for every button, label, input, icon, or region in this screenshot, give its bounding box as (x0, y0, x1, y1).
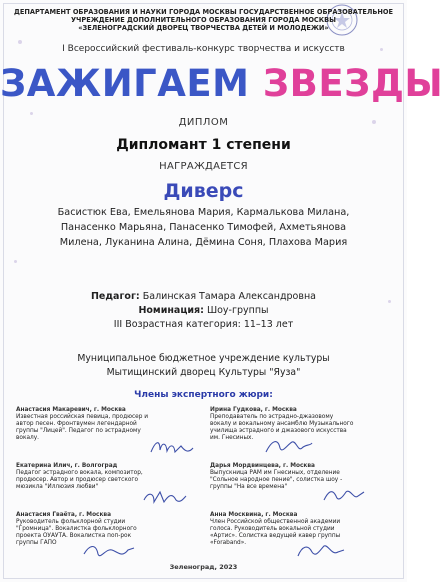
teacher-line (0, 290, 407, 304)
nomination-label: Номинация: (138, 305, 204, 316)
jury-title: Члены экспертного жюри: (134, 390, 273, 400)
jury-member-desc: «Foraband». (210, 540, 247, 546)
members-line: Басистюк Ева, Емельянова Мария, Кармалькова Милана, (57, 207, 350, 218)
jury-member-name: Ирина Гудкова, г. Москва (210, 407, 297, 413)
jury-member-desc: Известная российская певица, продюсер и (16, 414, 149, 420)
jury-member-desc: вокалу и вокальному ансамблю Музыкального (210, 421, 354, 427)
jury-member-desc: продюсер. Автор и продюсер светского (16, 477, 139, 483)
jury-member (210, 463, 400, 491)
jury-member-name: Анастасия Макаревич, г. Москва (16, 407, 126, 413)
jury-member-desc: "Сольное народное пение", солистка шоу - (210, 477, 343, 483)
signature-image (294, 540, 346, 562)
jury-member-desc: группы ГАПО (16, 540, 57, 546)
teacher-value: Балинская Тамара Александровна (139, 291, 316, 302)
decor-sparkle (30, 112, 33, 115)
nomination-value: Шоу-группы (203, 305, 269, 316)
jury-member-desc: группы "На все времена" (210, 484, 288, 490)
diploma-degree: Дипломант 1 степени (116, 137, 291, 153)
teacher-label: Педагог: (90, 291, 140, 302)
organization-line: Муниципальное бюджетное учреждение культуры (77, 353, 330, 364)
jury-member-desc: Член Российской общественной академии (210, 519, 341, 525)
jury-member-desc: группы "Лицей". Педагог по эстрадному (16, 428, 141, 434)
jury-member-desc: «Артис». Солистка ведущей кавер группы (210, 533, 341, 539)
festival-name: I Всероссийский фестиваль-конкурс творчества и искусств (62, 44, 345, 54)
department-line: «ЗЕЛЕНОГРАДСКИЙ ДВОРЕЦ ТВОРЧЕСТВА ДЕТЕЙ И МОЛОДЕЖИ» (78, 24, 329, 33)
awarded-label: НАГРАЖДАЕТСЯ (159, 161, 248, 172)
jury-member-desc: училища эстрадного и джазового искусства (210, 428, 347, 434)
jury-member-desc: Преподаватель по эстрадно-джазовому (210, 414, 334, 420)
category-line: III Возрастная категория: 11–13 лет (113, 319, 294, 330)
department-line: ДЕПАРТАМЕНТ ОБРАЗОВАНИЯ И НАУКИ ГОРОДА МОСКВЫ ГОСУДАРСТВЕННОЕ ОБРАЗОВАТЕЛЬНОЕ (14, 8, 393, 16)
nomination-line (0, 304, 407, 318)
jury-member-desc: Выпускница РАМ им Гнесиных, отделение (210, 470, 340, 476)
title-word-2: ЗВЕЗДЫ (262, 62, 443, 105)
signature-image (262, 434, 314, 458)
department-header (0, 8, 407, 33)
city-year: Зеленоград, 2023 (169, 563, 238, 571)
members-line: Панасенко Марьяна, Панасенко Тимофей, Ахметьянова (60, 222, 347, 233)
jury-member-desc: голоса. Руководитель вокальной студии (210, 526, 335, 532)
signature-image (320, 484, 368, 506)
jury-member-desc: Педагог эстрадного вокала, композитор, (16, 470, 143, 476)
jury-member-desc: "Громница". Вокалистка фольклорного (16, 526, 137, 532)
jury-member-desc: им. Гнесиных. (210, 435, 254, 441)
festival-title (0, 62, 443, 106)
signature-image (80, 540, 136, 562)
department-line: УЧРЕЖДЕНИЕ ДОПОЛНИТЕЛЬНОГО ОБРАЗОВАНИЯ ГОРОДА МОСКВЫ (70, 16, 337, 25)
teacher-block (0, 290, 407, 332)
jury-member-desc: вокалу. (16, 435, 39, 441)
organization-block (0, 352, 407, 380)
jury-member-name: Дарья Мордвинцева, г. Москва (210, 463, 315, 469)
jury-member-desc: автор песен. Фронтвумен легендарной (16, 421, 137, 427)
jury-member-name: Анна Москвина, г. Москва (210, 512, 298, 518)
signature-image (140, 486, 188, 508)
jury-member-name: Екатерина Илич, г. Волгоград (16, 463, 118, 469)
title-word-1: ЗАЖИГАЕМ (0, 62, 250, 105)
jury-member-name: Анастасия Гваёта, г. Москва (16, 512, 111, 518)
decor-sparkle (14, 260, 17, 263)
jury-member-desc: проекта ОУАУТА. Вокалистка поп-рок (16, 533, 132, 539)
signature-image (148, 436, 196, 458)
organization-line: Мытищинский дворец Культуры "Яуза" (106, 367, 301, 378)
members-line: Милена, Луканина Алина, Дёмина Соня, Плахова Мария (59, 237, 348, 248)
diploma-label: ДИПЛОМ (178, 117, 229, 128)
group-name: Диверс (163, 180, 244, 202)
members-list (0, 205, 407, 250)
jury-member-desc: Руководитель фольклорной студии (16, 519, 126, 525)
jury-member-desc: мюзикла "Иллюзия любви" (16, 484, 99, 490)
